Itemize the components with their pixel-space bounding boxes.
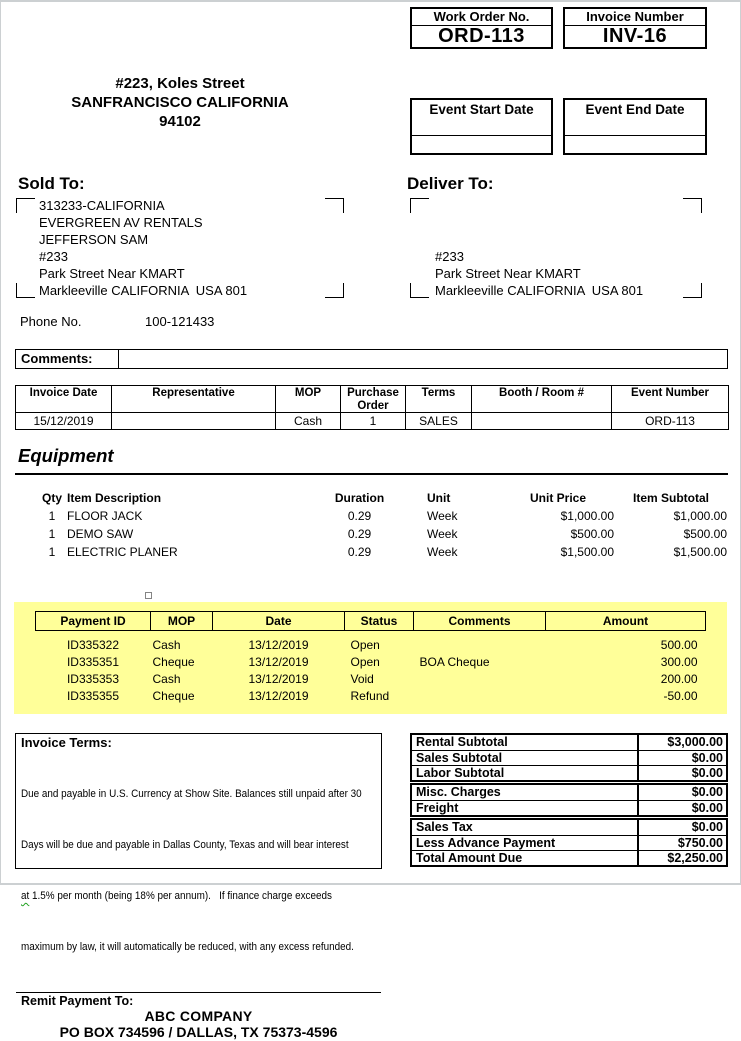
invoice-number-value: INV-16 (602, 25, 668, 47)
unit-price-cell: $1,000.00 (560, 509, 614, 523)
comments-label: Comments: (16, 350, 119, 368)
equipment-row (37, 543, 728, 561)
booth-room-value (472, 413, 612, 430)
event-start-date-value (412, 136, 551, 152)
payment-id-cell: ID335355 (66, 688, 120, 703)
company-address-block (20, 74, 340, 131)
col-terms: Terms (406, 386, 472, 413)
unit-price-cell: $500.00 (570, 527, 614, 541)
total-value: $750.00 (637, 836, 726, 850)
terms-line: Due and payable in U.S. Currency at Show Site. Balances still unpaid after 30 (21, 788, 362, 800)
purchase-order-value: 1 (341, 413, 406, 430)
payment-id-cell: ID335351 (66, 654, 120, 669)
terms-line-rest: 1.5% per month (being 18% per annum). If finance charge exceeds (29, 890, 332, 902)
total-value: $0.00 (637, 785, 726, 800)
work-order-box (410, 7, 553, 49)
col-payment-comments: Comments (414, 612, 546, 631)
total-label: Freight (416, 801, 459, 815)
representative-value (112, 413, 276, 430)
deliver-to-address (435, 248, 643, 299)
work-order-value: ORD-113 (438, 25, 525, 47)
phone-label: Phone No. (20, 314, 82, 329)
invoice-number-label: Invoice Number (565, 9, 705, 26)
col-payment-date: Date (213, 612, 345, 631)
corner-bracket-icon (325, 283, 344, 298)
comments-value (119, 350, 727, 368)
order-info-header-row (16, 386, 729, 413)
total-value: $0.00 (637, 766, 726, 780)
total-row (412, 750, 726, 765)
corner-bracket-icon (16, 283, 35, 298)
payment-mop-cell: Cheque (152, 654, 195, 669)
duration-cell: 0.29 (347, 527, 372, 541)
qty-cell: 1 (48, 527, 56, 541)
payment-status-cell: Refund (350, 688, 390, 703)
col-item-subtotal: Item Subtotal (632, 491, 709, 505)
terms-line: Days will be due and payable in Dallas County, Texas and will bear interest (21, 839, 349, 851)
totals-group-final (410, 818, 728, 867)
equipment-heading: Equipment (18, 445, 114, 466)
work-order-label: Work Order No. (412, 9, 551, 26)
phone-value: 100-121433 (145, 314, 215, 329)
sold-to-line: #233 (39, 249, 68, 264)
total-row (412, 835, 726, 850)
spellcheck-word: at (21, 890, 30, 902)
payment-comments-cell (414, 686, 546, 703)
invoice-number-box (563, 7, 707, 49)
payments-table (35, 611, 706, 703)
invoice-terms-section (16, 734, 381, 990)
total-row (412, 800, 726, 815)
unit-cell: Week (427, 509, 458, 523)
totals-group-subtotals (410, 733, 728, 782)
total-label: Misc. Charges (416, 785, 501, 799)
payment-row (36, 652, 706, 669)
invoice-terms-text (21, 752, 379, 990)
equipment-rule (15, 473, 728, 475)
equipment-header-row (37, 489, 728, 507)
item-subtotal-cell: $1,500.00 (673, 545, 727, 559)
sold-to-address (39, 197, 247, 299)
event-number-value: ORD-113 (612, 413, 729, 430)
total-row (412, 820, 726, 835)
event-start-date-label: Event Start Date (412, 100, 551, 136)
remit-label: Remit Payment To: (21, 994, 134, 1008)
sold-to-line: 313233-CALIFORNIA (39, 198, 165, 213)
unit-cell: Week (427, 545, 458, 559)
payment-date-cell: 13/12/2019 (248, 637, 309, 652)
item-description-cell: DEMO SAW (67, 527, 134, 541)
sold-to-line: Markleeville CALIFORNIA USA 801 (39, 283, 248, 298)
corner-bracket-icon (410, 283, 429, 298)
payment-status-cell: Open (350, 637, 380, 652)
deliver-to-line: Markleeville CALIFORNIA USA 801 (435, 283, 644, 298)
deliver-to-line: #233 (435, 249, 464, 264)
col-payment-mop: MOP (151, 612, 213, 631)
total-value: $0.00 (637, 801, 726, 815)
item-description-cell: FLOOR JACK (67, 509, 143, 523)
payment-date-cell: 13/12/2019 (248, 654, 309, 669)
corner-bracket-icon (325, 198, 344, 213)
payment-date-cell: 13/12/2019 (248, 671, 309, 686)
unit-price-cell: $1,500.00 (560, 545, 614, 559)
total-label: Sales Tax (416, 820, 473, 834)
payment-amount-cell: 200.00 (660, 671, 698, 686)
payment-row (36, 686, 706, 703)
payment-amount-cell: -50.00 (663, 688, 698, 703)
corner-bracket-icon (410, 198, 429, 213)
order-info-value-row (16, 413, 729, 430)
payment-comments-cell: BOA Cheque (419, 654, 490, 669)
col-item-description: Item Description (67, 491, 162, 505)
equipment-row (37, 507, 728, 525)
sold-to-line: JEFFERSON SAM (39, 232, 149, 247)
payment-mop-cell: Cheque (152, 688, 195, 703)
item-description-cell: ELECTRIC PLANER (67, 545, 178, 559)
order-info-table (15, 385, 729, 430)
total-row (412, 735, 726, 750)
payments-header-row (36, 612, 706, 631)
selection-handle[interactable] (145, 592, 152, 599)
total-value: $3,000.00 (637, 735, 726, 750)
payment-id-cell: ID335353 (66, 671, 120, 686)
mop-value: Cash (276, 413, 341, 430)
col-payment-status: Status (345, 612, 414, 631)
remit-section (16, 992, 381, 1041)
corner-bracket-icon (683, 283, 702, 298)
equipment-table (37, 489, 728, 561)
totals-group-charges (410, 783, 728, 817)
sold-to-line: EVERGREEN AV RENTALS (39, 215, 203, 230)
total-label: Total Amount Due (416, 851, 523, 865)
payment-id-cell: ID335322 (66, 637, 120, 652)
payment-mop-cell: Cash (152, 637, 181, 652)
item-subtotal-cell: $500.00 (683, 527, 727, 541)
event-end-date-box (563, 98, 707, 155)
item-subtotal-cell: $1,000.00 (673, 509, 727, 523)
col-representative: Representative (112, 386, 276, 413)
corner-bracket-icon (683, 198, 702, 213)
event-end-date-value (565, 136, 705, 152)
col-payment-id: Payment ID (36, 612, 151, 631)
payment-date-cell: 13/12/2019 (248, 688, 309, 703)
sold-to-heading: Sold To: (18, 174, 85, 193)
col-duration: Duration (334, 491, 385, 505)
company-address-line: 94102 (159, 113, 201, 130)
col-event-number: Event Number (612, 386, 729, 413)
terms-line: maximum by law, it will automatically be reduced, with any excess refunded. (21, 941, 354, 953)
corner-bracket-icon (16, 198, 35, 213)
total-value: $0.00 (637, 751, 726, 765)
total-row (412, 850, 726, 865)
invoice-terms-title: Invoice Terms: (21, 735, 112, 750)
payment-status-cell: Open (350, 654, 380, 669)
payment-amount-cell: 500.00 (660, 637, 698, 652)
payment-row (36, 631, 706, 652)
total-label: Sales Subtotal (416, 751, 503, 765)
qty-cell: 1 (48, 509, 56, 523)
col-payment-amount: Amount (546, 612, 706, 631)
col-purchase-order: Purchase Order (341, 386, 406, 413)
payment-comments-cell (414, 669, 546, 686)
payment-mop-cell: Cash (152, 671, 181, 686)
equipment-row (37, 525, 728, 543)
terms-value: SALES (406, 413, 472, 430)
total-value: $2,250.00 (637, 851, 726, 865)
deliver-to-heading: Deliver To: (407, 174, 494, 193)
sold-to-line: Park Street Near KMART (39, 266, 185, 281)
col-qty: Qty (41, 491, 62, 505)
terms-line (21, 888, 379, 905)
payment-amount-cell: 300.00 (660, 654, 698, 669)
col-unit-price: Unit Price (529, 491, 586, 505)
payment-row (36, 669, 706, 686)
total-value: $0.00 (637, 820, 726, 835)
comments-box (15, 349, 728, 369)
total-row (412, 765, 726, 780)
col-invoice-date: Invoice Date (16, 386, 112, 413)
totals-panel (410, 733, 728, 868)
invoice-date-value: 15/12/2019 (16, 413, 112, 430)
payment-status-cell: Void (350, 671, 374, 686)
total-row (412, 785, 726, 800)
duration-cell: 0.29 (347, 545, 372, 559)
invoice-terms-box (15, 733, 382, 1040)
remit-company: ABC COMPANY (144, 1008, 253, 1024)
company-address-line: SANFRANCISCO CALIFORNIA (71, 94, 289, 111)
deliver-to-line: Park Street Near KMART (435, 266, 581, 281)
total-label: Labor Subtotal (416, 766, 505, 780)
qty-cell: 1 (48, 545, 56, 559)
payment-comments-cell (414, 631, 546, 652)
col-unit: Unit (427, 491, 451, 505)
duration-cell: 0.29 (347, 509, 372, 523)
col-booth-room: Booth / Room # (472, 386, 612, 413)
remit-address: PO BOX 734596 / DALLAS, TX 75373-4596 (59, 1024, 338, 1040)
event-start-date-box (410, 98, 553, 155)
event-end-date-label: Event End Date (565, 100, 705, 136)
total-label: Rental Subtotal (416, 735, 508, 749)
company-address-line: #223, Koles Street (115, 75, 245, 92)
unit-cell: Week (427, 527, 458, 541)
total-label: Less Advance Payment (416, 836, 556, 850)
col-mop: MOP (276, 386, 341, 413)
